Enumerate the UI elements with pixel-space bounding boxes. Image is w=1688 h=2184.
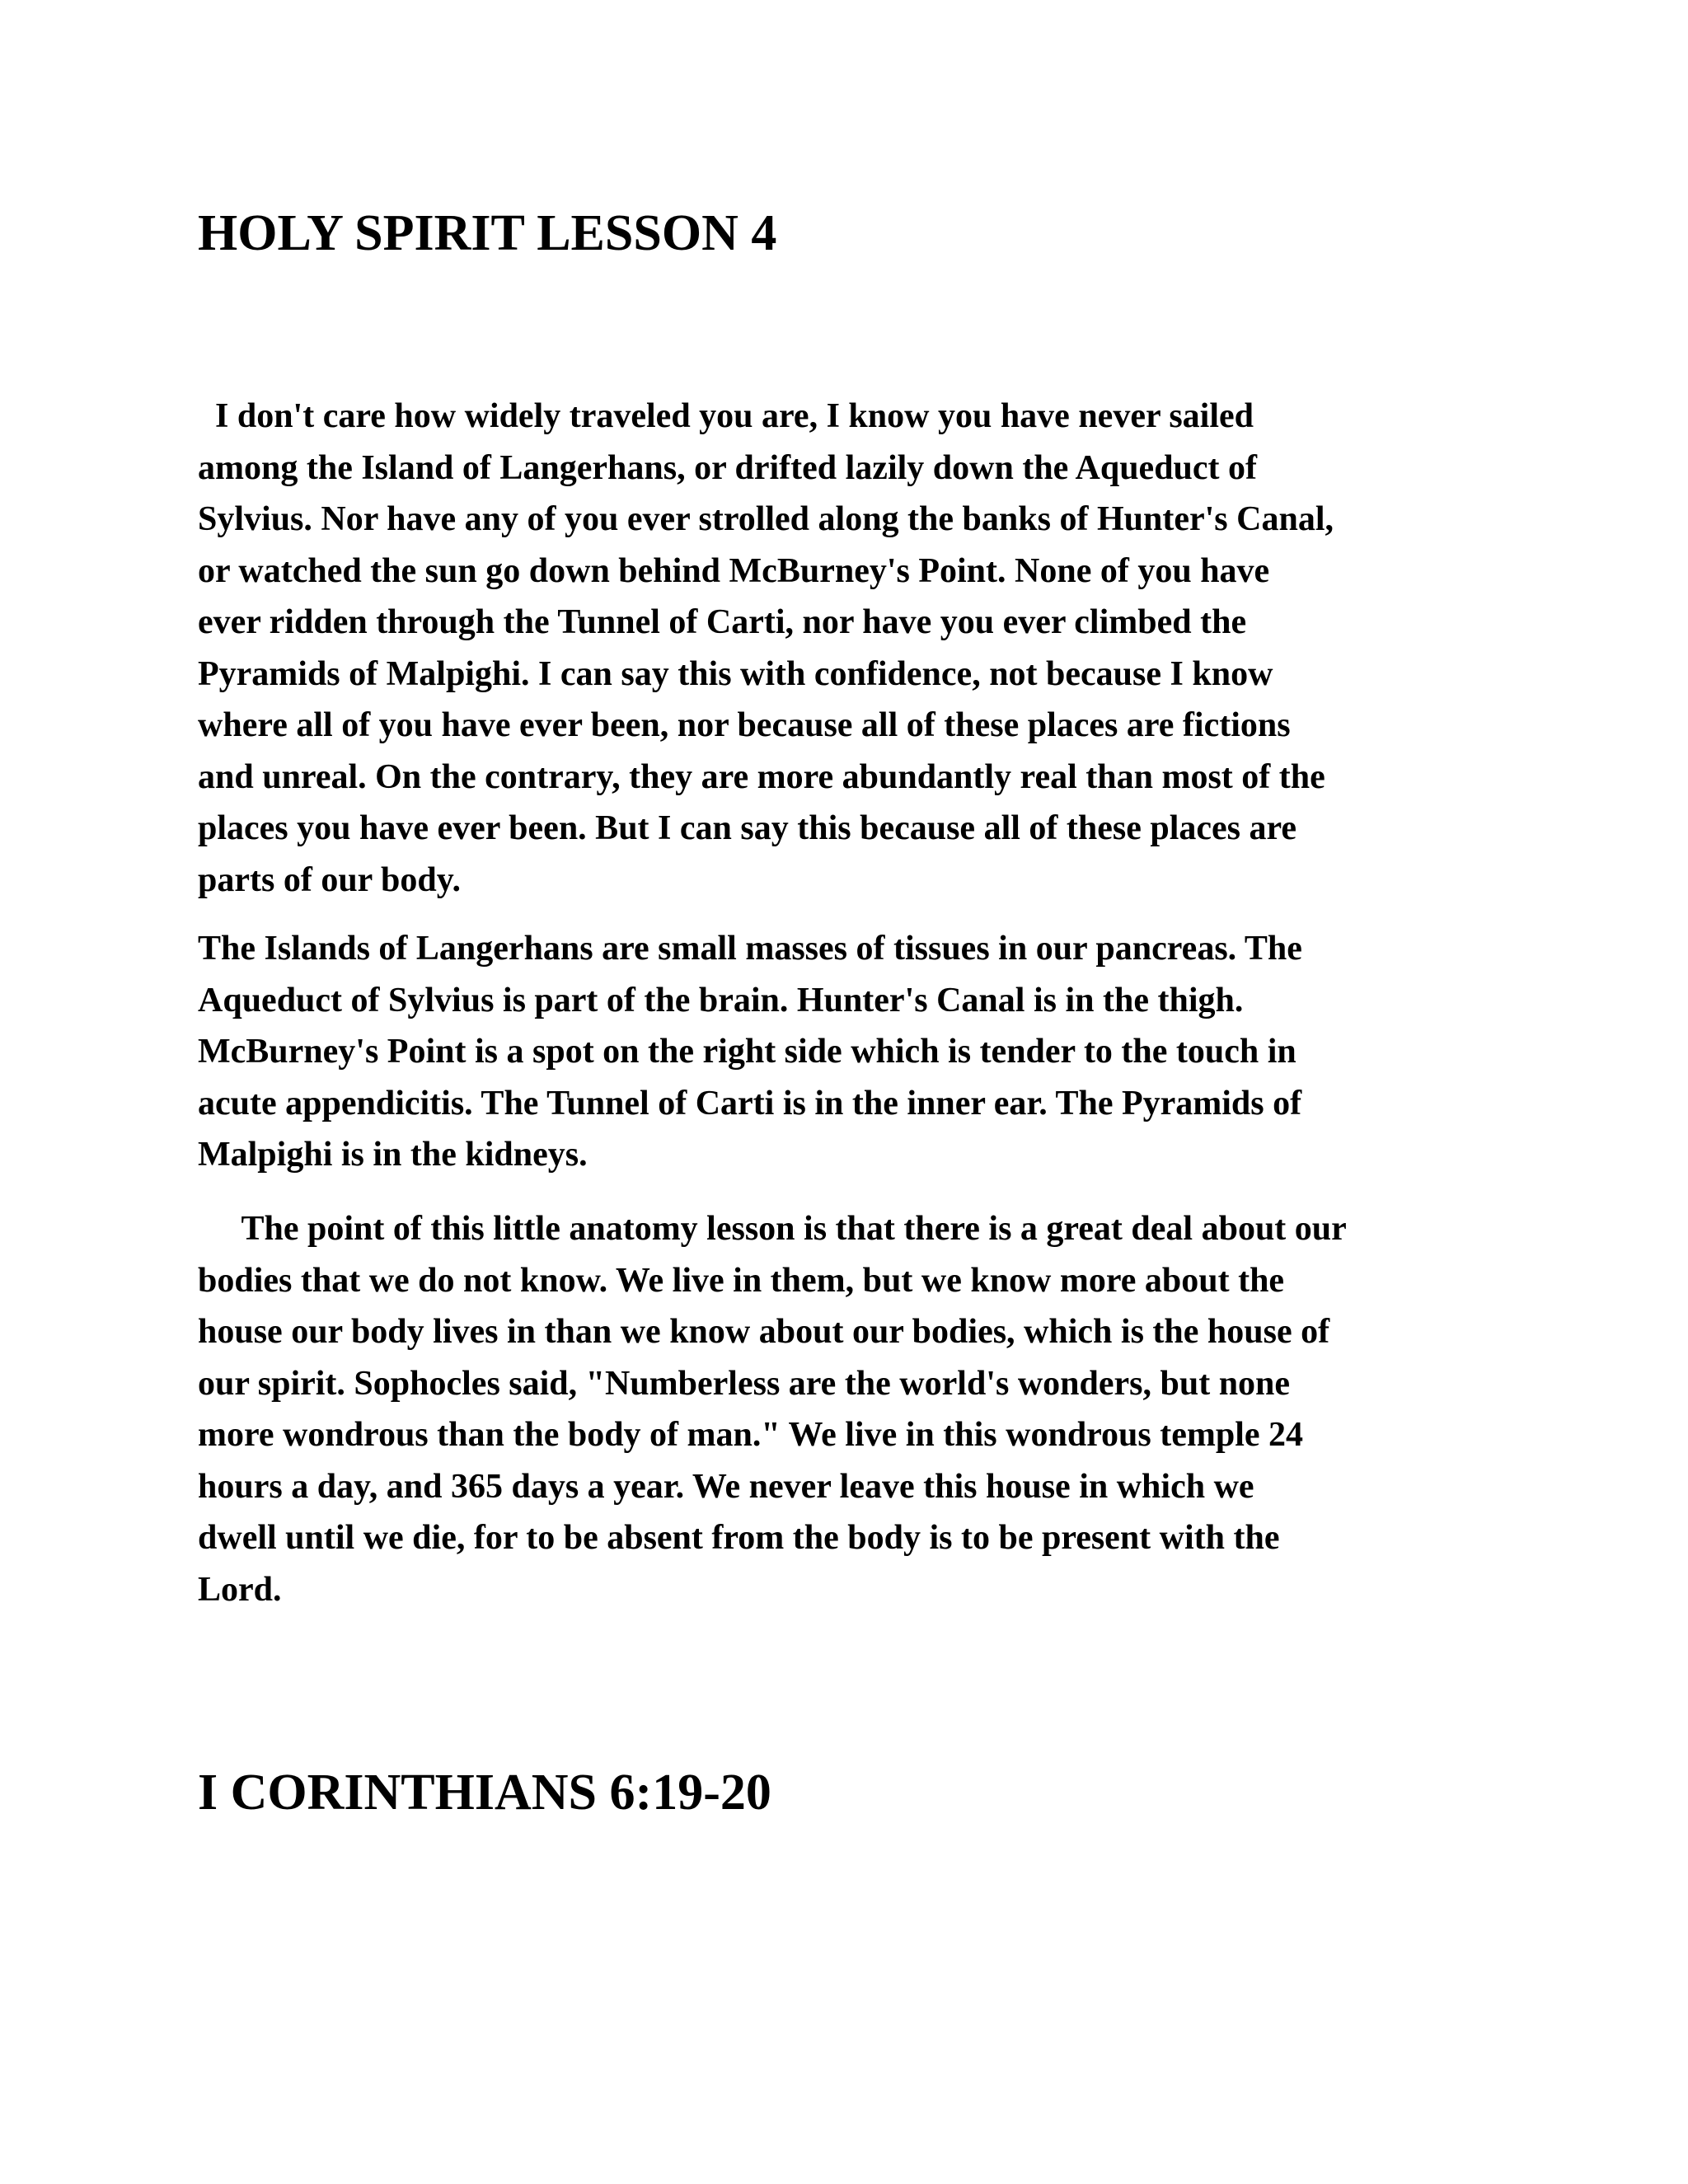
paragraph-line: ever ridden through the Tunnel of Carti, nor have you ever climbed the <box>198 603 1247 641</box>
paragraph-2 <box>198 923 1484 1181</box>
paragraph-line: Pyramids of Malpighi. I can say this with confidence, not because I know <box>198 654 1273 693</box>
paragraph-line: Malpighi is in the kidneys. <box>198 1136 588 1174</box>
paragraph-line: among the Island of Langerhans, or drifted lazily down the Aqueduct of <box>198 448 1258 487</box>
page-title: HOLY SPIRIT LESSON 4 <box>198 205 777 261</box>
paragraph-line: Lord. <box>198 1570 282 1609</box>
paragraph-line: parts of our body. <box>198 860 461 899</box>
paragraph-1 <box>198 391 1484 906</box>
paragraph-line: and unreal. On the contrary, they are more abundantly real than most of the <box>198 757 1325 796</box>
paragraph-line: or watched the sun go down behind McBurney's Point. None of you have <box>198 551 1270 590</box>
paragraph-line: house our body lives in than we know about our bodies, which is the house of <box>198 1313 1330 1351</box>
paragraph-3 <box>198 1203 1484 1615</box>
paragraph-line: our spirit. Sophocles said, "Numberless are the world's wonders, but none <box>198 1364 1291 1403</box>
paragraph-line: Sylvius. Nor have any of you ever strolled along the banks of Hunter's Canal, <box>198 500 1334 538</box>
paragraph-line: McBurney's Point is a spot on the right side which is tender to the touch in <box>198 1033 1296 1071</box>
paragraph-line: dwell until we die, for to be absent from the body is to be present with the <box>198 1519 1280 1557</box>
paragraph-line: acute appendicitis. The Tunnel of Carti is in the inner ear. The Pyramids of <box>198 1084 1302 1122</box>
scripture-heading: I CORINTHIANS 6:19-20 <box>198 1765 771 1821</box>
paragraph-line: The point of this little anatomy lesson is that there is a great deal about our <box>198 1210 1347 1248</box>
paragraph-line: where all of you have ever been, nor because all of these places are fictions <box>198 706 1291 744</box>
paragraph-line: I don't care how widely traveled you are, I know you have never sailed <box>198 397 1254 435</box>
paragraph-line: places you have ever been. But I can say this because all of these places are <box>198 809 1297 847</box>
paragraph-line: Aqueduct of Sylvius is part of the brain. Hunter's Canal is in the thigh. <box>198 981 1244 1019</box>
paragraph-line: The Islands of Langerhans are small masses of tissues in our pancreas. The <box>198 930 1302 968</box>
paragraph-line: more wondrous than the body of man." We live in this wondrous temple 24 <box>198 1416 1304 1454</box>
paragraph-line: hours a day, and 365 days a year. We never leave this house in which we <box>198 1467 1254 1506</box>
paragraph-line: bodies that we do not know. We live in them, but we know more about the <box>198 1261 1285 1300</box>
